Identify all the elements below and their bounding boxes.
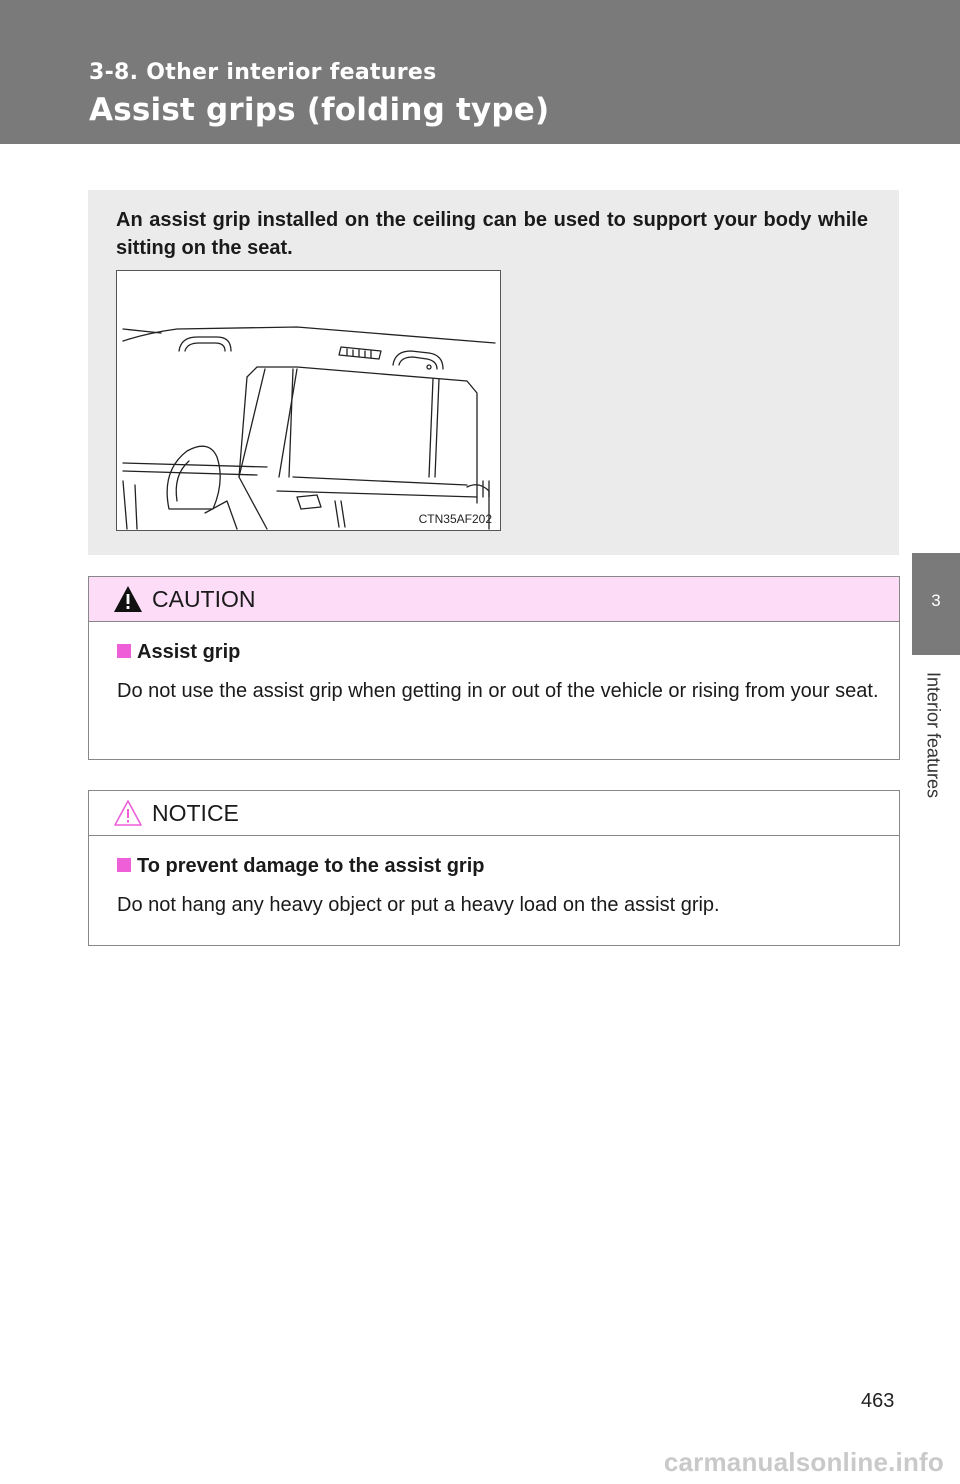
ceiling-grip-drawing	[117, 271, 500, 530]
notice-box	[88, 790, 900, 946]
notice-triangle-icon	[113, 799, 143, 827]
chapter-number: 3	[931, 591, 941, 610]
caution-box	[88, 576, 900, 760]
intro-text: An assist grip installed on the ceiling can be used to support your body while sitting on the seat.	[116, 209, 868, 259]
caution-item-title	[117, 641, 240, 664]
intro-box	[88, 190, 899, 555]
caution-header	[89, 577, 899, 622]
section-label: 3-8. Other interior features	[89, 60, 437, 85]
notice-item-title-text: To prevent damage to the assist grip	[137, 855, 485, 877]
chapter-label	[918, 672, 948, 832]
notice-item-text: Do not hang any heavy object or put a heavy load on the assist grip.	[117, 894, 720, 916]
assist-grip-illustration	[116, 270, 501, 531]
page-number: 463	[861, 1390, 895, 1412]
bullet-square-icon	[117, 644, 131, 658]
page-header	[0, 0, 960, 144]
page-title: Assist grips (folding type)	[89, 92, 550, 128]
chapter-label-text: Interior features	[923, 672, 944, 799]
chapter-tab[interactable]	[912, 553, 960, 655]
watermark: carmanualsonline.info	[663, 1447, 944, 1477]
figure-code: CTN35AF202	[418, 512, 492, 526]
warning-triangle-icon	[113, 585, 143, 613]
caution-heading: CAUTION	[152, 586, 256, 612]
notice-header	[89, 791, 899, 836]
notice-heading: NOTICE	[152, 800, 239, 826]
notice-item-title	[117, 855, 484, 878]
bullet-square-icon	[117, 858, 131, 872]
caution-item-title-text: Assist grip	[137, 641, 241, 663]
caution-item-text: Do not use the assist grip when getting in or out of the vehicle or rising from your seat.	[117, 680, 879, 702]
